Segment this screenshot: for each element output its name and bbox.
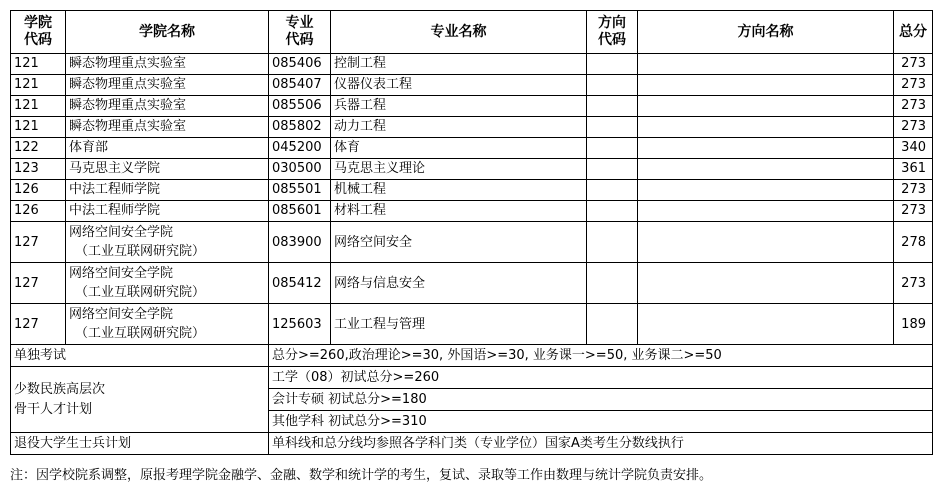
dir-name-cell [638, 222, 894, 263]
major-code-cell: 085506 [269, 96, 331, 117]
major-code-cell: 085802 [269, 117, 331, 138]
major-name-cell: 控制工程 [331, 54, 587, 75]
dir-name-cell [638, 117, 894, 138]
table-row [11, 201, 933, 222]
major-name-cell: 网络空间安全 [331, 222, 587, 263]
dir-name-cell [638, 96, 894, 117]
total-cell: 273 [894, 263, 933, 304]
major-code-cell: 083900 [269, 222, 331, 263]
inst-name-cell: 中法工程师学院 [66, 180, 269, 201]
inst-code-cell: 121 [11, 54, 66, 75]
major-code-cell: 085412 [269, 263, 331, 304]
inst-name-cell: 中法工程师学院 [66, 201, 269, 222]
footnote: 注：因学校院系调整，原报考理学院金融学、金融、数学和统计学的考生，复试、录取等工作由数理与统计学院负责安排。 [10, 468, 713, 483]
major-name-cell: 工业工程与管理 [331, 304, 587, 345]
table-row [11, 159, 933, 180]
dir-code-cell [587, 138, 638, 159]
inst-name-cell: 瞬态物理重点实验室 [66, 75, 269, 96]
header-inst-name: 学院名称 [66, 11, 269, 54]
rule-value: 单科线和总分线均参照各学科门类（专业学位）国家A类考生分数线执行 [269, 433, 933, 455]
major-name-cell: 兵器工程 [331, 96, 587, 117]
table-row [11, 263, 933, 304]
major-name-cell: 马克思主义理论 [331, 159, 587, 180]
inst-name-cell: 网络空间安全学院 （工业互联网研究院） [66, 222, 269, 263]
total-cell: 361 [894, 159, 933, 180]
rule-label: 退役大学生士兵计划 [11, 433, 269, 455]
inst-name-cell: 瞬态物理重点实验室 [66, 117, 269, 138]
dir-name-cell [638, 180, 894, 201]
inst-name-cell: 网络空间安全学院 （工业互联网研究院） [66, 263, 269, 304]
dir-name-cell [638, 201, 894, 222]
total-cell: 273 [894, 54, 933, 75]
inst-code-cell: 121 [11, 96, 66, 117]
dir-code-cell [587, 222, 638, 263]
major-name-cell: 动力工程 [331, 117, 587, 138]
table-row [11, 75, 933, 96]
header-dir-code: 方向 代码 [587, 11, 638, 54]
inst-code-cell: 122 [11, 138, 66, 159]
total-cell: 278 [894, 222, 933, 263]
rule-value: 会计专硕 初试总分>=180 [269, 389, 933, 411]
inst-code-cell: 127 [11, 304, 66, 345]
inst-code-cell: 126 [11, 201, 66, 222]
header-total: 总分 [894, 11, 933, 54]
major-code-cell: 045200 [269, 138, 331, 159]
major-name-cell: 机械工程 [331, 180, 587, 201]
major-name-cell: 仪器仪表工程 [331, 75, 587, 96]
inst-name-cell: 瞬态物理重点实验室 [66, 54, 269, 75]
rule-veterans [11, 433, 933, 455]
table-row [11, 222, 933, 263]
table-row [11, 138, 933, 159]
table-row [11, 304, 933, 345]
rule-label: 少数民族高层次 骨干人才计划 [11, 367, 269, 433]
inst-code-cell: 127 [11, 263, 66, 304]
major-code-cell: 085406 [269, 54, 331, 75]
major-name-cell: 网络与信息安全 [331, 263, 587, 304]
major-code-cell: 030500 [269, 159, 331, 180]
total-cell: 273 [894, 96, 933, 117]
rule-value: 总分>=260,政治理论>=30, 外国语>=30, 业务课一>=50, 业务课二>=50 [269, 345, 933, 367]
major-name-cell: 体育 [331, 138, 587, 159]
inst-name-cell: 马克思主义学院 [66, 159, 269, 180]
dir-code-cell [587, 201, 638, 222]
total-cell: 189 [894, 304, 933, 345]
header-row [11, 11, 933, 54]
inst-name-cell: 瞬态物理重点实验室 [66, 96, 269, 117]
table-row [11, 117, 933, 138]
inst-code-cell: 127 [11, 222, 66, 263]
major-code-cell: 085407 [269, 75, 331, 96]
dir-code-cell [587, 159, 638, 180]
total-cell: 273 [894, 201, 933, 222]
total-cell: 273 [894, 75, 933, 96]
table-row [11, 54, 933, 75]
header-major-code: 专业 代码 [269, 11, 331, 54]
total-cell: 273 [894, 117, 933, 138]
dir-code-cell [587, 54, 638, 75]
inst-code-cell: 123 [11, 159, 66, 180]
rule-value: 工学（08）初试总分>=260 [269, 367, 933, 389]
inst-name-cell: 体育部 [66, 138, 269, 159]
dir-name-cell [638, 159, 894, 180]
dir-code-cell [587, 304, 638, 345]
rule-value: 其他学科 初试总分>=310 [269, 411, 933, 433]
dir-name-cell [638, 54, 894, 75]
header-major-name: 专业名称 [331, 11, 587, 54]
total-cell: 340 [894, 138, 933, 159]
dir-code-cell [587, 96, 638, 117]
major-name-cell: 材料工程 [331, 201, 587, 222]
score-table [10, 10, 933, 455]
inst-code-cell: 121 [11, 75, 66, 96]
header-inst-code: 学院 代码 [11, 11, 66, 54]
rule-label: 单独考试 [11, 345, 269, 367]
total-cell: 273 [894, 180, 933, 201]
dir-name-cell [638, 75, 894, 96]
header-dir-name: 方向名称 [638, 11, 894, 54]
dir-name-cell [638, 304, 894, 345]
dir-code-cell [587, 75, 638, 96]
rule-separate-exam [11, 345, 933, 367]
inst-code-cell: 121 [11, 117, 66, 138]
table-row [11, 96, 933, 117]
dir-code-cell [587, 180, 638, 201]
major-code-cell: 085601 [269, 201, 331, 222]
inst-code-cell: 126 [11, 180, 66, 201]
dir-name-cell [638, 263, 894, 304]
dir-code-cell [587, 263, 638, 304]
table-row [11, 180, 933, 201]
major-code-cell: 085501 [269, 180, 331, 201]
dir-code-cell [587, 117, 638, 138]
dir-name-cell [638, 138, 894, 159]
rule-minority [11, 367, 933, 389]
major-code-cell: 125603 [269, 304, 331, 345]
inst-name-cell: 网络空间安全学院 （工业互联网研究院） [66, 304, 269, 345]
